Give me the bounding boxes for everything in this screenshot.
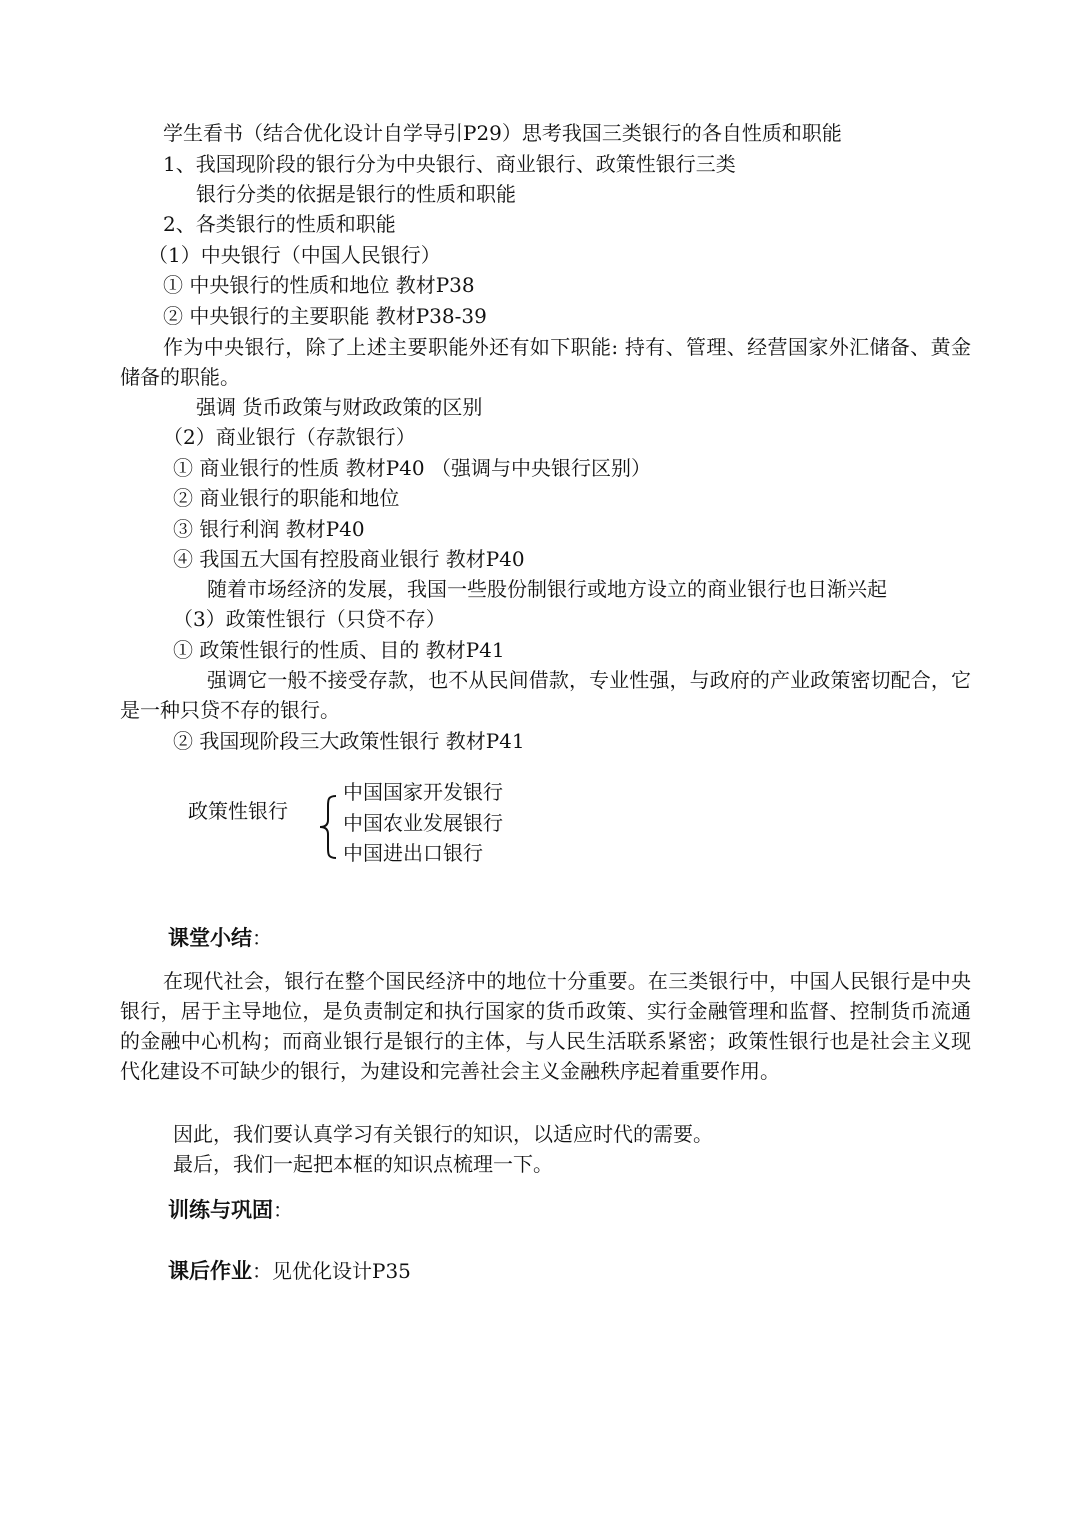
- point-1-note: 银行分类的依据是银行的性质和职能: [196, 182, 516, 206]
- policy-bank-1: 中国国家开发银行: [343, 780, 503, 804]
- policy-bank-title: （3）政策性银行（只贷不存）: [173, 607, 446, 631]
- commercial-bank-title: （2）商业银行（存款银行）: [163, 425, 416, 449]
- homework-heading-text: 课后作业: [168, 1259, 252, 1283]
- point-1: 1、我国现阶段的银行分为中央银行、商业银行、政策性银行三类: [163, 152, 736, 176]
- practice-heading-colon: ：: [273, 1198, 293, 1222]
- summary-heading: [168, 923, 272, 953]
- summary-heading-colon: ：: [252, 926, 272, 950]
- central-extra: 作为中央银行，除了上述主要职能外还有如下职能: 持有、管理、经营国家外汇储备、黄金储备的职能。: [120, 335, 971, 389]
- left-brace-icon: [316, 794, 340, 860]
- homework-line: [168, 1256, 411, 1286]
- policy-bank-label: 政策性银行: [188, 799, 288, 823]
- central-emphasis: 强调 货币政策与财政政策的区别: [196, 395, 483, 419]
- policy-bank-2: 中国农业发展银行: [343, 811, 503, 835]
- practice-heading-text: 训练与巩固: [168, 1198, 273, 1222]
- central-bank-title: （1）中央银行（中国人民银行）: [148, 243, 441, 267]
- commercial-item-1: ① 商业银行的性质 教材P40 （强调与中央银行区别）: [173, 456, 651, 480]
- policy-item-1: ① 政策性银行的性质、目的 教材P41: [173, 638, 505, 662]
- point-2: 2、各类银行的性质和职能: [163, 212, 396, 236]
- summary-line-2: 因此，我们要认真学习有关银行的知识，以适应时代的需要。: [173, 1122, 713, 1146]
- summary-paragraph: 在现代社会，银行在整个国民经济中的地位十分重要。在三类银行中，中国人民银行是中央银行，居于主导地位，是负责制定和执行国家的货币政策、实行金融管理和监督、控制货币流通的金融中心机构；而商业银行是银行的主体，与人民生活联系紧密；政策性银行也是社会主义现代化建设不可缺少的银行，为建设和完善社会主义金融秩序起着重要作用。: [120, 969, 971, 1083]
- central-item-2: ② 中央银行的主要职能 教材P38-39: [163, 304, 487, 328]
- commercial-item-2: ② 商业银行的职能和地位: [173, 486, 400, 510]
- central-item-1: ① 中央银行的性质和地位 教材P38: [163, 273, 475, 297]
- summary-heading-text: 课堂小结: [168, 926, 252, 950]
- intro-line: 学生看书（结合优化设计自学导引P29）思考我国三类银行的各自性质和职能: [163, 121, 842, 145]
- practice-heading: [168, 1195, 293, 1225]
- commercial-note: 随着市场经济的发展，我国一些股份制银行或地方设立的商业银行也日渐兴起: [207, 577, 887, 601]
- policy-item-2: ② 我国现阶段三大政策性银行 教材P41: [173, 729, 525, 753]
- commercial-item-3: ③ 银行利润 教材P40: [173, 517, 365, 541]
- commercial-item-4: ④ 我国五大国有控股商业银行 教材P40: [173, 547, 525, 571]
- policy-note: 强调它一般不接受存款，也不从民间借款，专业性强，与政府的产业政策密切配合，它是一种只贷不存的银行。: [120, 668, 971, 722]
- policy-bank-3: 中国进出口银行: [343, 841, 483, 865]
- homework-heading-colon: ：: [252, 1259, 272, 1283]
- homework-text: 见优化设计P35: [272, 1259, 411, 1283]
- summary-line-3: 最后，我们一起把本框的知识点梳理一下。: [173, 1152, 553, 1176]
